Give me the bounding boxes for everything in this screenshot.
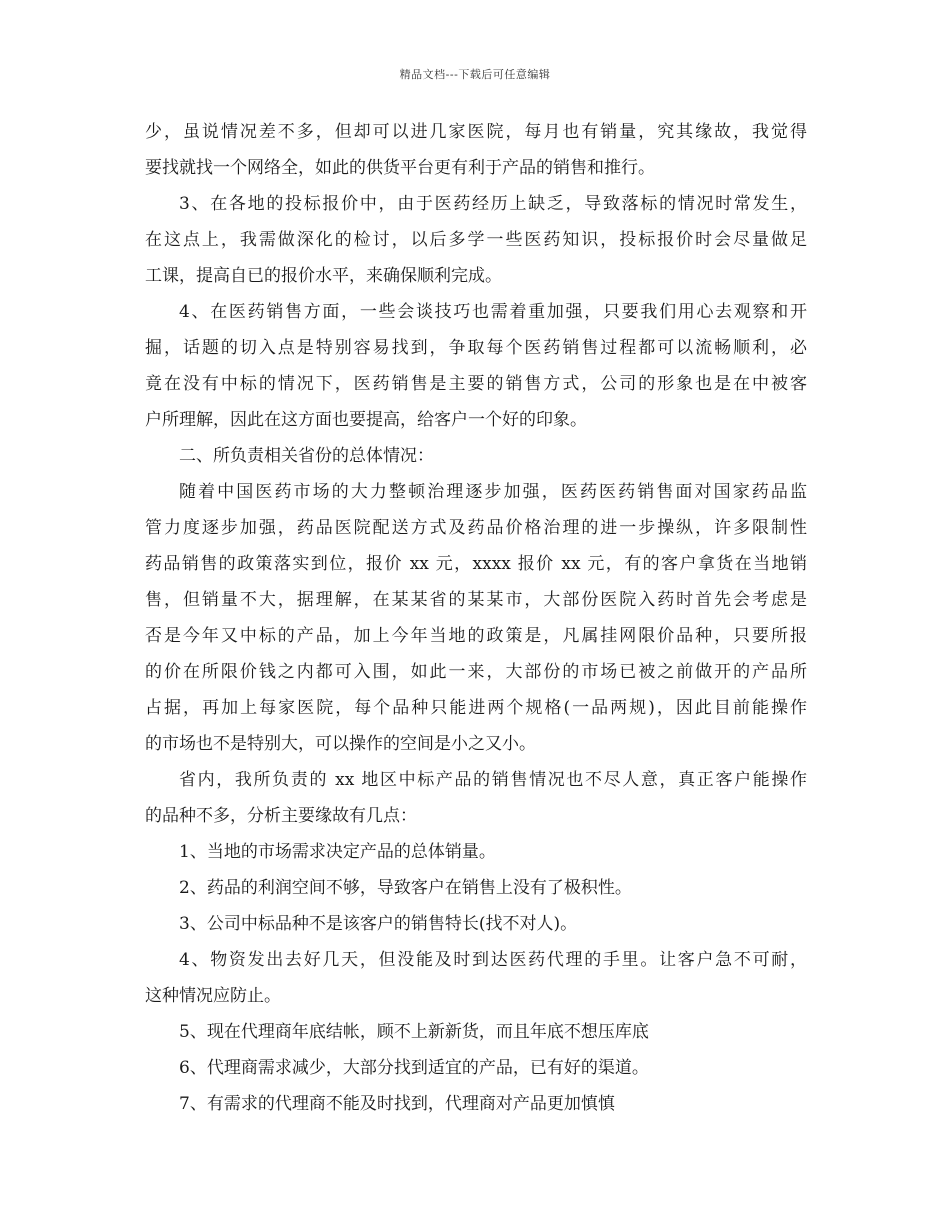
text-line: 在这点上，我需做深化的检讨，以后多学一些医药知识，投标报价时会尽量做足	[145, 230, 807, 250]
text-line: 少，虽说情况差不多，但却可以进几家医院，每月也有销量，究其缘故，我觉得	[145, 122, 807, 142]
text-line: 4、在医药销售方面，一些会谈技巧也需着重加强，只要我们用心去观察和开	[179, 302, 807, 322]
text-line: 药品销售的政策落实到位，报价 xx 元，xxxx 报价 xx 元，有的客户拿货在当地销	[145, 554, 807, 574]
text-line: 4、物资发出去好几天，但没能及时到达医药代理的手里。让客户急不可耐，	[179, 950, 807, 970]
text-line: 2、药品的利润空间不够，导致客户在销售上没有了极积性。	[179, 878, 632, 898]
paragraph-p12	[145, 1050, 807, 1086]
paragraph-p4	[145, 438, 807, 474]
paragraph-p11	[145, 1014, 807, 1050]
paragraph-p13	[145, 1086, 807, 1122]
text-line: 5、现在代理商年底结帐，顾不上新新货，而且年底不想压库底	[179, 1022, 649, 1042]
text-line: 的品种不多，分析主要缘故有几点：	[145, 806, 417, 826]
text-line: 二、所负责相关省份的总体情况：	[179, 446, 434, 466]
text-line: 掘，话题的切入点是特别容易找到，争取每个医药销售过程都可以流畅顺利，必	[145, 338, 807, 358]
paragraph-p7	[145, 834, 807, 870]
text-line: 占据，再加上每家医院，每个品种只能进两个规格(一品两规)，因此目前能操作	[145, 698, 807, 718]
text-line: 户所理解，因此在这方面也要提高，给客户一个好的印象。	[145, 410, 587, 430]
text-line: 竟在没有中标的情况下，医药销售是主要的销售方式，公司的形象也是在中被客	[145, 374, 807, 394]
paragraph-p2	[145, 186, 807, 294]
text-line: 7、有需求的代理商不能及时找到，代理商对产品更加慎慎	[179, 1094, 615, 1114]
text-line: 否是今年又中标的产品，加上今年当地的政策是，凡属挂网限价品种，只要所报	[145, 626, 807, 646]
text-line: 的价在所限价钱之内都可入围，如此一来，大部份的市场已被之前做开的产品所	[145, 662, 807, 682]
text-line: 售，但销量不大，据理解，在某某省的某某市，大部份医院入药时首先会考虑是	[145, 590, 807, 610]
text-line: 3、在各地的投标报价中，由于医药经历上缺乏，导致落标的情况时常发生，	[179, 194, 807, 214]
page-header: 精品文档---下载后可任意编辑	[399, 68, 551, 81]
text-line: 这种情况应防止。	[145, 986, 281, 1006]
text-line: 随着中国医药市场的大力整顿治理逐步加强，医药医药销售面对国家药品监	[179, 482, 807, 502]
paragraph-p10	[145, 942, 807, 1014]
text-line: 3、公司中标品种不是该客户的销售特长(找不对人)。	[179, 914, 578, 934]
document-body	[145, 114, 807, 1122]
text-line: 省内，我所负责的 xx 地区中标产品的销售情况也不尽人意，真正客户能操作	[179, 770, 807, 790]
text-line: 管力度逐步加强，药品医院配送方式及药品价格治理的进一步操纵，许多限制性	[145, 518, 807, 538]
paragraph-p5	[145, 474, 807, 762]
text-line: 6、代理商需求减少，大部分找到适宜的产品，已有好的渠道。	[179, 1058, 649, 1078]
text-line: 的市场也不是特别大，可以操作的空间是小之又小。	[145, 734, 536, 754]
paragraph-p9	[145, 906, 807, 942]
paragraph-p8	[145, 870, 807, 906]
text-line: 工课，提高自已的报价水平，来确保顺利完成。	[145, 266, 502, 286]
paragraph-p6	[145, 762, 807, 834]
text-line: 1、当地的市场需求决定产品的总体销量。	[179, 842, 496, 862]
paragraph-p1	[145, 114, 807, 186]
paragraph-p3	[145, 294, 807, 438]
text-line: 要找就找一个网络全，如此的供货平台更有利于产品的销售和推行。	[145, 158, 655, 178]
